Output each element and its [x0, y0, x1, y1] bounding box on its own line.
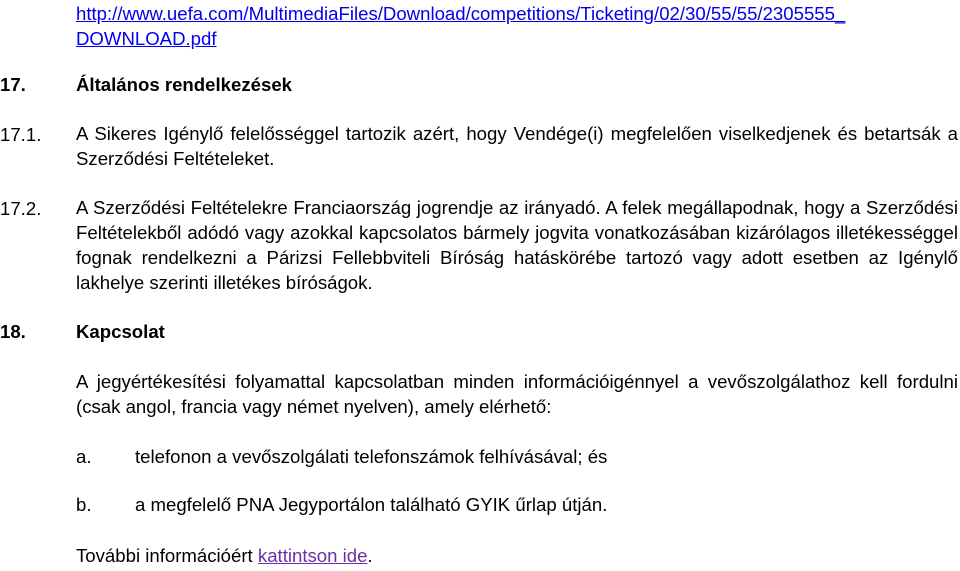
more-info-prefix: További információért [76, 545, 258, 566]
section-18-title: Kapcsolat [76, 321, 165, 342]
more-info-suffix: . [367, 545, 373, 566]
clause-17-2-number: 17.2. [0, 198, 42, 219]
uefa-pdf-link-line2[interactable]: DOWNLOAD.pdf [76, 28, 217, 49]
section-17-number: 17. [0, 74, 26, 95]
option-a-marker: a. [76, 446, 92, 467]
more-info-link[interactable]: kattintson ide [257, 545, 368, 566]
section-18-intro: A jegyértékesítési folyamattal kapcsolatban minden információigénnyel a vevőszolgálathoz kell fordulni (csak angol, francia vagy német nyelven), amely elérhető: [76, 371, 958, 417]
option-a-text: telefonon a vevőszolgálati telefonszámok felhívásával; és [135, 446, 608, 467]
uefa-pdf-link-line1[interactable]: http://www.uefa.com/MultimediaFiles/Download/competitions/Ticketing/02/30/55/55/2305555_ [76, 3, 846, 24]
clause-17-1-number: 17.1. [0, 124, 42, 145]
option-b-text: a megfelelő PNA Jegyportálon található GYIK űrlap útján. [135, 494, 608, 515]
section-17-title: Általános rendelkezések [76, 74, 292, 95]
clause-17-2-text: A Szerződési Feltételekre Franciaország jogrendje az irányadó. A felek megállapodnak, hogy a Szerződési Feltételekből adódó vagy azokkal kapcsolatos bármely jogvita vonatkozásában kizárólagos illetékességgel fognak rendelkezni a Párizsi Fellebbviteli Bíróság hatáskörébe tartozó vagy adott esetben az Igénylő lakhelye szerinti illetékes bíróságok. [76, 197, 958, 293]
more-info-line [76, 545, 373, 567]
option-b-marker: b. [76, 494, 92, 515]
section-18-number: 18. [0, 321, 26, 342]
clause-17-1-text: A Sikeres Igénylő felelősséggel tartozik azért, hogy Vendége(i) megfelelően viselkedjenek és betartsák a Szerződési Feltételeket. [76, 123, 958, 169]
